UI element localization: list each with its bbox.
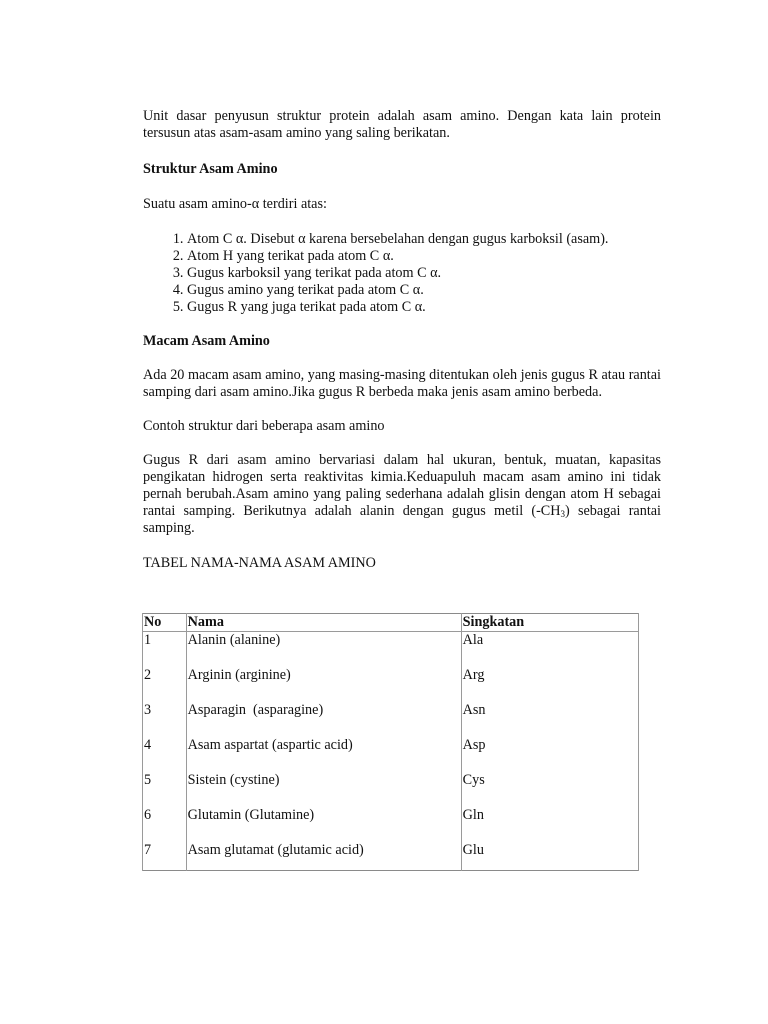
cell-nama: Asam glutamat (glutamic acid) [186, 842, 461, 871]
cell-singkatan: Glu [461, 842, 638, 871]
struktur-list [143, 231, 661, 316]
header-singkatan: Singkatan [461, 614, 638, 632]
header-nama: Nama [186, 614, 461, 632]
cell-singkatan: Cys [461, 772, 638, 807]
cell-singkatan: Ala [461, 632, 638, 668]
list-item: 5. Gugus R yang juga terikat pada atom C α. [187, 299, 661, 316]
cell-no: 1 [143, 632, 187, 668]
list-item: 1. Atom C α. Disebut α karena bersebelahan dengan gugus karboksil (asam). [187, 231, 661, 248]
cell-singkatan: Arg [461, 667, 638, 702]
cell-nama: Alanin (alanine) [186, 632, 461, 668]
cell-nama: Sistein (cystine) [186, 772, 461, 807]
cell-singkatan: Asn [461, 702, 638, 737]
header-no: No [143, 614, 187, 632]
cell-no: 2 [143, 667, 187, 702]
list-item: 4. Gugus amino yang terikat pada atom C α. [187, 282, 661, 299]
contoh-paragraph: Contoh struktur dari beberapa asam amino [143, 418, 385, 434]
intro-paragraph: Unit dasar penyusun struktur protein adalah asam amino. Dengan kata lain protein tersusun atas asam-asam amino yang saling berikatan. [143, 108, 661, 141]
table-row [143, 842, 639, 871]
macam-paragraph: Ada 20 macam asam amino, yang masing-masing ditentukan oleh jenis gugus R atau rantai samping dari asam amino.Jika gugus R berbeda maka jenis asam amino berbeda. [143, 367, 661, 400]
heading-struktur-asam-amino: Struktur Asam Amino [143, 161, 278, 177]
gugus-r-text-part1: Gugus R dari asam amino bervariasi dalam hal ukuran, bentuk, muatan, kapasitas pengikatan hidrogen serta reaktivitas kimia.Keduapuluh macam asam amino ini tidak pernah berubah.Asam amino yang paling sederhana adalah glisin dengan atom H sebagai rantai samping. Berikutnya adalah alanin dengan gugus metil (-CH [143, 452, 661, 519]
list-item: 3. Gugus karboksil yang terikat pada atom C α. [187, 265, 661, 282]
gugus-r-paragraph [143, 452, 661, 537]
cell-no: 7 [143, 842, 187, 871]
document-page [143, 108, 661, 572]
cell-no: 6 [143, 807, 187, 842]
table-row [143, 702, 639, 737]
table-header-row [143, 614, 639, 632]
table-title: TABEL NAMA-NAMA ASAM AMINO [143, 555, 376, 571]
cell-singkatan: Gln [461, 807, 638, 842]
table-row [143, 807, 639, 842]
cell-no: 4 [143, 737, 187, 772]
table-row [143, 737, 639, 772]
heading-macam-asam-amino: Macam Asam Amino [143, 333, 270, 349]
struktur-lead-text: Suatu asam amino-α terdiri atas: [143, 196, 327, 212]
table-row [143, 667, 639, 702]
subscript-3: 3 [560, 509, 566, 519]
amino-acid-table [142, 613, 639, 871]
table-row [143, 772, 639, 807]
cell-singkatan: Asp [461, 737, 638, 772]
cell-nama: Arginin (arginine) [186, 667, 461, 702]
cell-nama: Glutamin (Glutamine) [186, 807, 461, 842]
cell-nama: Asparagin (asparagine) [186, 702, 461, 737]
cell-nama: Asam aspartat (aspartic acid) [186, 737, 461, 772]
cell-no: 3 [143, 702, 187, 737]
list-item: 2. Atom H yang terikat pada atom C α. [187, 248, 661, 265]
table-row [143, 632, 639, 668]
cell-no: 5 [143, 772, 187, 807]
gugus-r-text-part2: ) sebagai rantai samping. [143, 503, 661, 536]
